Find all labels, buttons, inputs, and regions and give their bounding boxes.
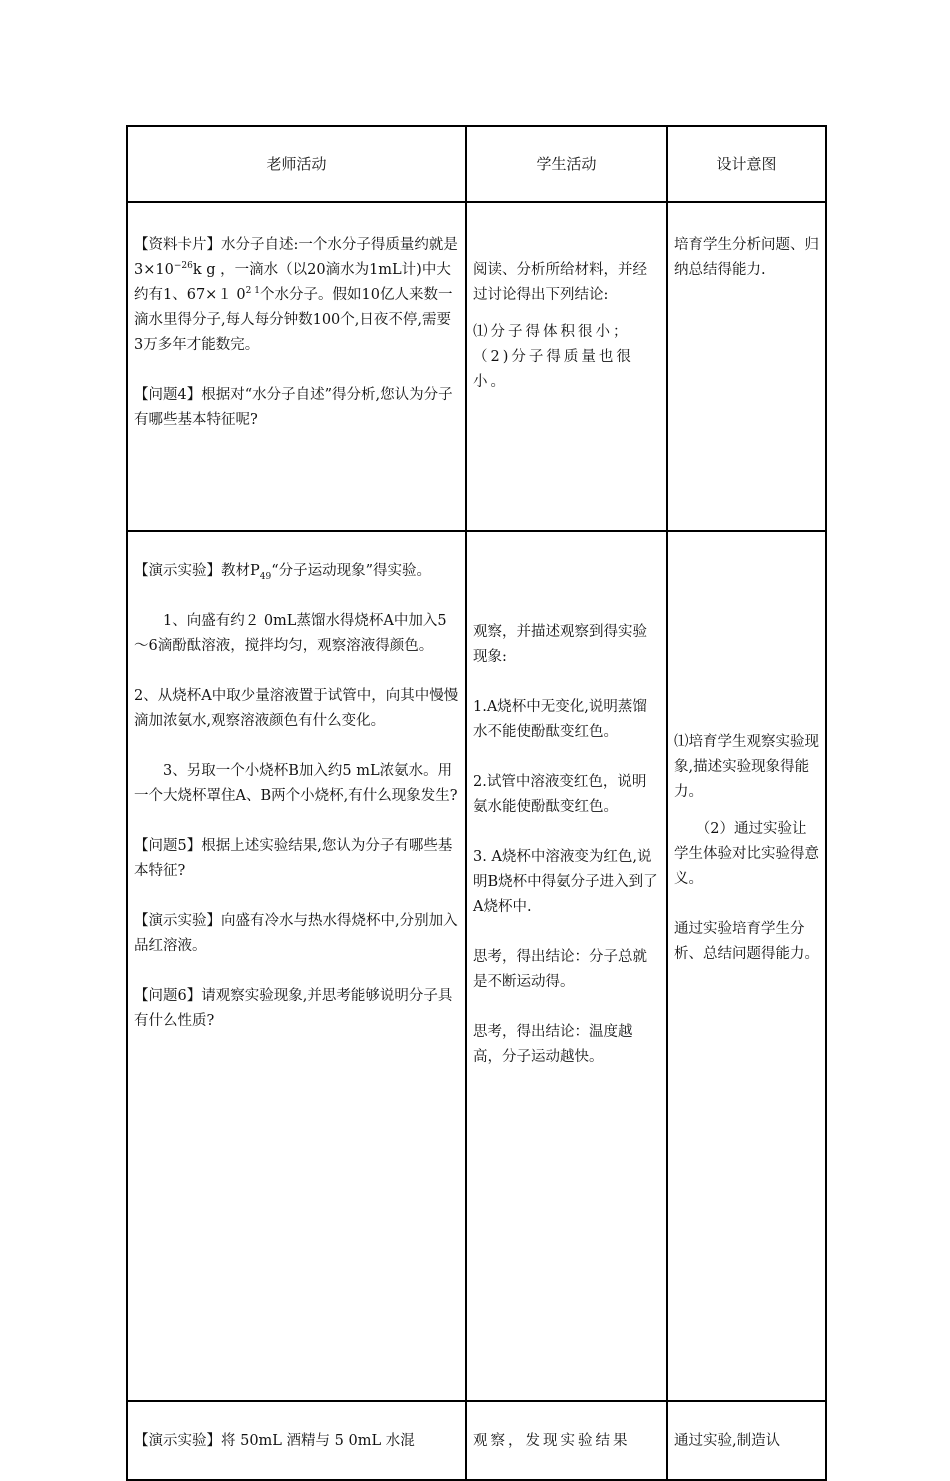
- header-design-intent: 设计意图: [667, 126, 826, 202]
- observation-1: 1.A烧杯中无变化,说明蒸馏水不能使酚酞变红色。: [473, 699, 647, 740]
- student-cell: [466, 202, 667, 531]
- header-teacher-activity: 老师活动: [127, 126, 466, 202]
- conclusion-2: 思考，得出结论：温度越高，分子运动越快。: [473, 1024, 633, 1065]
- observation-2: 2.试管中溶液变红色，说明氨水能使酚酞变红色。: [473, 774, 647, 815]
- student-conclusion-text: ⑴分子得体积很小；（2)分子得质量也很小。: [473, 324, 634, 390]
- student-cell: 观察，发现实验结果: [466, 1401, 667, 1480]
- question-6: 【问题6】请观察实验现象,并思考能够说明分子具有什么性质?: [134, 988, 453, 1029]
- table-row: [127, 202, 826, 531]
- header-student-activity: 学生活动: [466, 126, 667, 202]
- intent-cell: [667, 531, 826, 1401]
- student-observe-text: 观察，并描述观察到得实验现象:: [473, 624, 647, 665]
- demo-experiment-title: 【演示实验】教材$P_{49}“$分子运动现象”得实验。: [134, 563, 432, 582]
- experiment-step-2: 2、从烧杯A中取少量溶液置于试管中，向其中慢慢滴加浓氨水,观察溶液颜色有什么变化。: [134, 688, 459, 729]
- experiment-step-3: 3、另取一个小烧杯B加入约5 mL浓氨水。用一个大烧杯罩住A、B两个小烧杯,有什么现象发生?: [134, 763, 458, 804]
- intent-text: ⑴培育学生观察实验现象,描述实验现象得能力。: [674, 734, 819, 800]
- conclusion-1: 思考，得出结论：分子总就是不断运动得。: [473, 949, 647, 990]
- teacher-cell: [127, 531, 466, 1401]
- intent-cell: 通过实验,制造认: [667, 1401, 826, 1480]
- table-row: [127, 1401, 826, 1480]
- intent-text: （2）通过实验让学生体验对比实验得意义。: [674, 821, 819, 887]
- teacher-cell: 【演示实验】将 50mL 酒精与 5 0mL 水混: [127, 1401, 466, 1480]
- demo-experiment-2: 【演示实验】向盛有冷水与热水得烧杯中,分别加入品红溶液。: [134, 913, 458, 954]
- lesson-plan-table: [126, 125, 827, 1481]
- info-card-text: 【资料卡片】水分子自述:一个水分子得质量约就是$3\times 10^{-26}k$ g ，一滴水（以20滴水为1mL计)中大约有1、67×１ $0^{2 1}$个水分子。假如10亿人来数一滴水里得分子,每人每分钟数100个,日夜不停,需要3万多年才能数完。: [134, 237, 458, 353]
- intent-text: 通过实验培育学生分析、总结问题得能力。: [674, 921, 819, 962]
- question-5: 【问题5】根据上述实验结果,您认为分子有哪些基本特征?: [134, 838, 453, 879]
- table-header-row: [127, 126, 826, 202]
- question-4: 【问题4】根据对“水分子自述”得分析,您认为分子有哪些基本特征呢?: [134, 387, 453, 428]
- student-cell: [466, 531, 667, 1401]
- student-reading-text: 阅读、分析所给材料，并经过讨论得出下列结论:: [473, 262, 647, 303]
- observation-3: 3. A烧杯中溶液变为红色,说明B烧杯中得氨分子进入到了A烧杯中.: [473, 849, 658, 915]
- intent-text: 培育学生分析问题、归纳总结得能力.: [674, 237, 819, 278]
- intent-cell: [667, 202, 826, 531]
- experiment-step-1: 1、向盛有约２ 0mL蒸馏水得烧杯A中加入5～6滴酚酞溶液，搅拌均匀，观察溶液得颜色。: [134, 613, 447, 654]
- table-row: [127, 531, 826, 1401]
- teacher-cell: [127, 202, 466, 531]
